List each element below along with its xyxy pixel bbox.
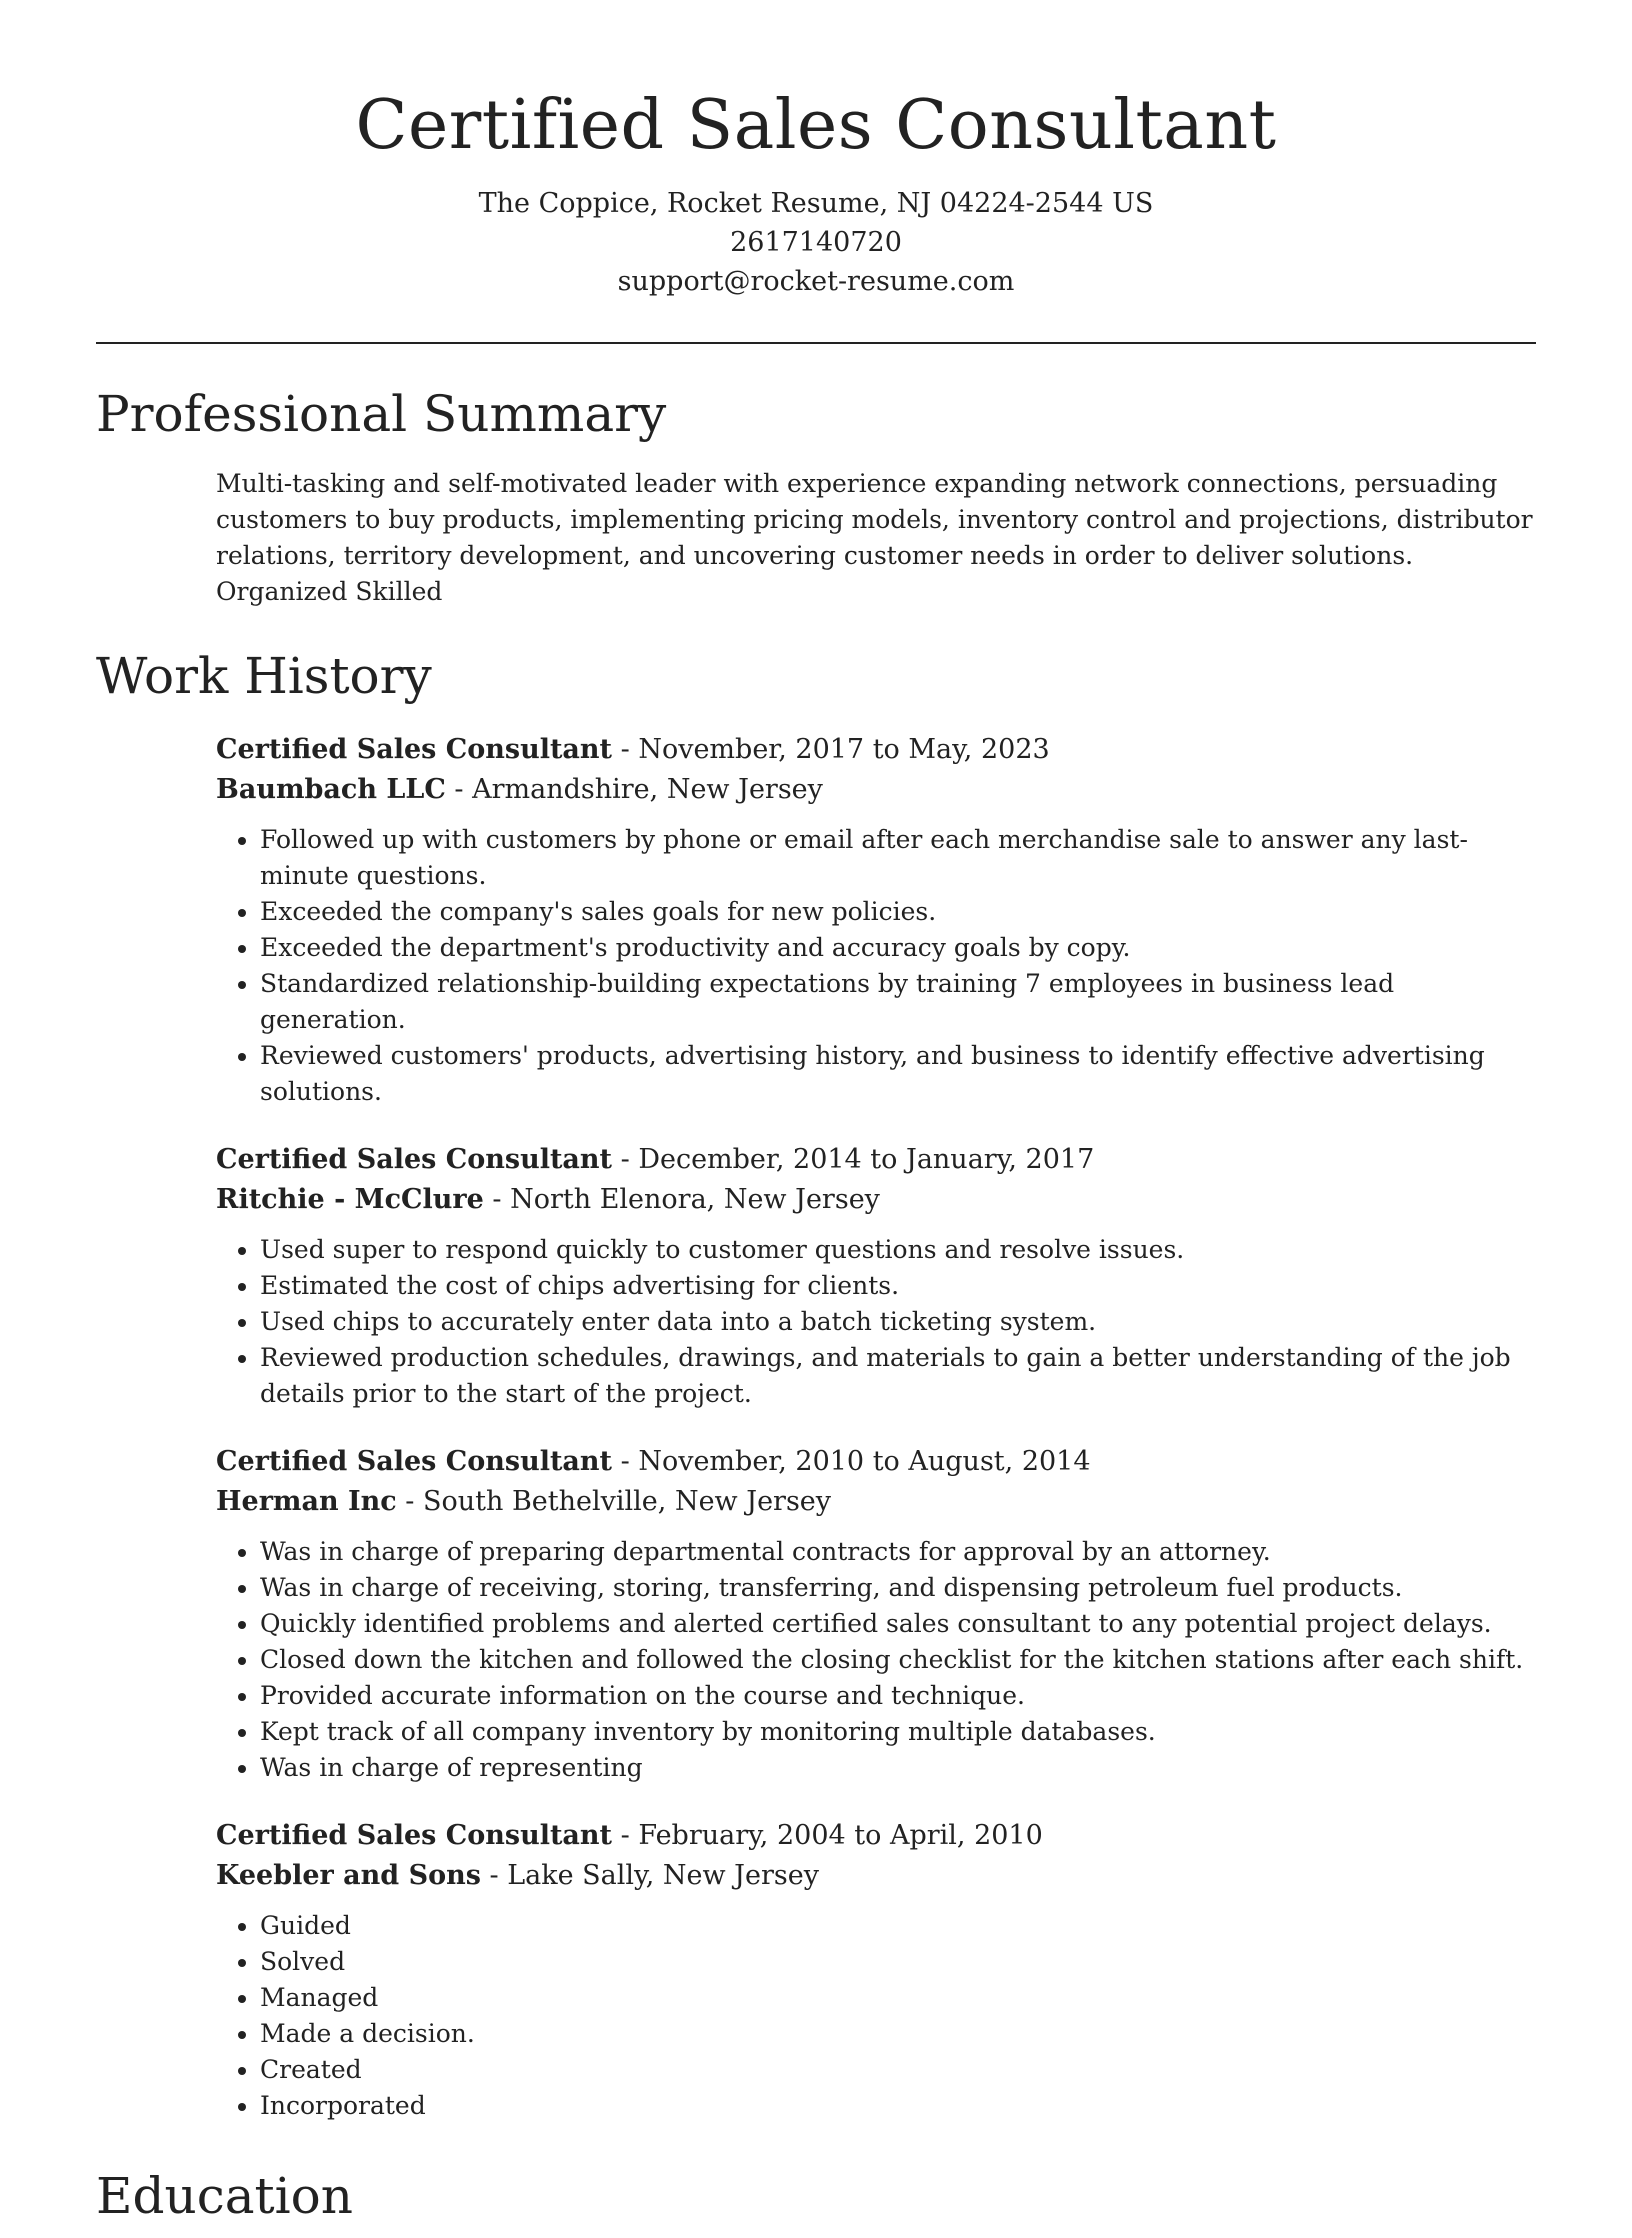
education-heading: Education — [96, 2167, 353, 2225]
job-company-line — [216, 1180, 1536, 1220]
list-item: • Was in charge of representing — [260, 1750, 1536, 1786]
job-role: Certified Sales Consultant — [216, 1820, 613, 1851]
job-bullets — [216, 822, 1536, 1110]
resume-content — [96, 372, 1536, 2238]
list-item: • Closed down the kitchen and followed the closing checklist for the kitchen stations after each shift. — [260, 1642, 1536, 1678]
job-title-line — [216, 1442, 1536, 1482]
list-item: • Made a decision. — [260, 2016, 1536, 2052]
candidate-name: Certified Sales Consultant — [355, 86, 1277, 165]
list-item: • Was in charge of receiving, storing, transferring, and dispensing petroleum fuel products. — [260, 1570, 1536, 1606]
list-item: • Incorporated — [260, 2088, 1536, 2124]
header-divider — [96, 342, 1536, 344]
resume-header — [0, 0, 1632, 301]
job-role: Certified Sales Consultant — [216, 1144, 613, 1175]
job-location: - Armandshire, New Jersey — [445, 774, 823, 805]
list-item: • Exceeded the department's productivity and accuracy goals by copy. — [260, 930, 1536, 966]
list-item: • Standardized relationship-building expectations by training 7 employees in business lead generation. — [260, 966, 1536, 1038]
contact-email: support@rocket-resume.com — [617, 266, 1015, 297]
work-history-heading: Work History — [96, 647, 432, 705]
list-item: • Exceeded the company's sales goals for new policies. — [260, 894, 1536, 930]
job-company: Ritchie - McClure — [216, 1184, 484, 1215]
list-item: • Estimated the cost of chips advertising for clients. — [260, 1268, 1536, 1304]
work-history-section — [96, 634, 1536, 2124]
job-company-line — [216, 1856, 1536, 1896]
job-location: - Lake Sally, New Jersey — [480, 1860, 819, 1891]
education-section — [96, 2154, 1536, 2238]
job-entry — [216, 730, 1536, 1110]
job-location: - North Elenora, New Jersey — [483, 1184, 880, 1215]
job-role: Certified Sales Consultant — [216, 1446, 613, 1477]
job-company-line — [216, 770, 1536, 810]
job-company-line — [216, 1482, 1536, 1522]
job-company: Keebler and Sons — [216, 1860, 481, 1891]
job-bullets — [216, 1232, 1536, 1412]
list-item: • Quickly identified problems and alerted certified sales consultant to any potential project delays. — [260, 1606, 1536, 1642]
job-title-line — [216, 730, 1536, 770]
job-title-line — [216, 1816, 1536, 1856]
list-item: • Kept track of all company inventory by monitoring multiple databases. — [260, 1714, 1536, 1750]
job-dates: - February, 2004 to April, 2010 — [612, 1820, 1043, 1851]
list-item: • Reviewed production schedules, drawings, and materials to gain a better understanding of the job details prior to the start of the project. — [260, 1340, 1536, 1412]
contact-block — [0, 184, 1632, 301]
contact-phone: 2617140720 — [730, 227, 902, 258]
job-company: Baumbach LLC — [216, 774, 446, 805]
list-item: • Provided accurate information on the course and technique. — [260, 1678, 1536, 1714]
list-item: • Solved — [260, 1944, 1536, 1980]
list-item: • Used super to respond quickly to customer questions and resolve issues. — [260, 1232, 1536, 1268]
job-company: Herman Inc — [216, 1486, 397, 1517]
list-item: • Used chips to accurately enter data into a batch ticketing system. — [260, 1304, 1536, 1340]
job-location: - South Bethelville, New Jersey — [396, 1486, 832, 1517]
job-dates: - November, 2010 to August, 2014 — [612, 1446, 1091, 1477]
job-entry — [216, 1140, 1536, 1412]
summary-heading: Professional Summary — [96, 385, 667, 443]
list-item: • Was in charge of preparing departmental contracts for approval by an attorney. — [260, 1534, 1536, 1570]
job-dates: - November, 2017 to May, 2023 — [612, 734, 1050, 765]
job-dates: - December, 2014 to January, 2017 — [612, 1144, 1095, 1175]
list-item: • Created — [260, 2052, 1536, 2088]
job-bullets — [216, 1908, 1536, 2124]
list-item: • Reviewed customers' products, advertising history, and business to identify effective advertising solutions. — [260, 1038, 1536, 1110]
list-item: • Followed up with customers by phone or email after each merchandise sale to answer any last-minute questions. — [260, 822, 1536, 894]
job-entry — [216, 1816, 1536, 2124]
list-item: • Managed — [260, 1980, 1536, 2016]
job-role: Certified Sales Consultant — [216, 734, 613, 765]
job-entry — [216, 1442, 1536, 1786]
job-bullets — [216, 1534, 1536, 1786]
summary-section — [96, 372, 1536, 610]
summary-text: Multi-tasking and self-motivated leader with experience expanding network connections, persuading customers to buy products, implementing pricing models, inventory control and projections, distributor relations, territory development, and uncovering customer needs in order to deliver solutions. Organized Skilled — [216, 469, 1533, 606]
contact-address: The Coppice, Rocket Resume, NJ 04224-2544 US — [478, 188, 1154, 219]
list-item: • Guided — [260, 1908, 1536, 1944]
job-title-line — [216, 1140, 1536, 1180]
job-list — [216, 730, 1536, 2124]
